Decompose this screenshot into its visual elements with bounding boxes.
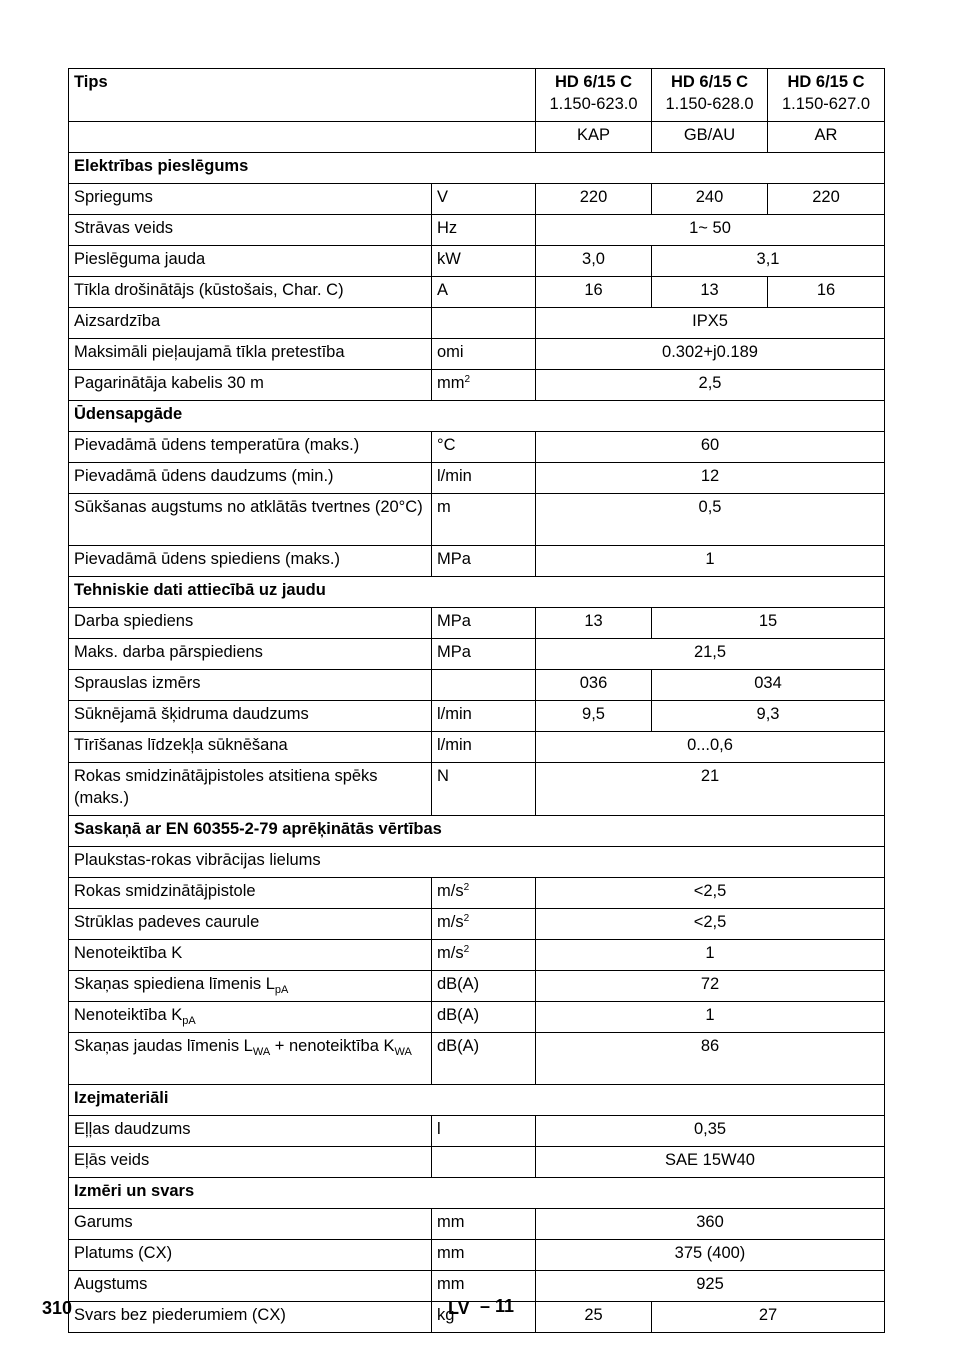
variant-3: AR [768,122,885,153]
header-row [69,69,885,122]
table-row: Darba spiediens MPa 13 15 [69,608,885,639]
technical-data-table [68,68,885,1333]
table-row: Platums (CX) mm 375 (400) [69,1240,885,1271]
table-row: Augstums mm 925 [69,1271,885,1302]
section-performance: Tehniskie dati attiecībā uz jaudu [69,577,885,608]
table-row: Maks. darba pārspiediens MPa 21,5 [69,639,885,670]
table-row: Skaņas spiediena līmenis $L_{pA}$ dB(A) 72 [69,971,885,1002]
table-row: Eļļas daudzums l 0,35 [69,1116,885,1147]
section-dimensions: Izmēri un svars [69,1178,885,1209]
table-row: Tīrīšanas līdzekļa sūknēšana l/min 0...0,6 [69,732,885,763]
table-row: Sprauslas izmērs 036 034 [69,670,885,701]
table-row: Pievadāmā ūdens temperatūra (maks.) °C 60 [69,432,885,463]
table-row: Skaņas jaudas līmenis $L_{WA}$ + nenoteiktība $K_{WA}$ dB(A) 86 [69,1033,885,1085]
table-row: Strāvas veids Hz 1~ 50 [69,215,885,246]
model-3: HD 6/15 C 1.150-627.0 [768,69,885,122]
table-row: Rokas smidzinātājpistoles atsitiena spēks (maks.) N 21 [69,763,885,816]
table-row: Plaukstas-rokas vibrācijas lielums [69,847,885,878]
section-emissions: Saskaņā ar EN 60355-2-79 aprēķinātās vērtības [69,816,885,847]
table-row: Nenoteiktība $K_{pA}$ dB(A) 1 [69,1002,885,1033]
section-water: Ūdensapgāde [69,401,885,432]
table-row: Nenoteiktība K $m/s^2$ 1 [69,940,885,971]
section-electrical: Elektrības pieslēgums [69,153,885,184]
variant-1: KAP [536,122,652,153]
table-row: Sūknējamā šķidruma daudzums l/min 9,5 9,3 [69,701,885,732]
table-row: Rokas smidzinātājpistole $m/s^2$ <2,5 [69,878,885,909]
section-consumables: Izejmateriāli [69,1085,885,1116]
table-row: Svars bez piederumiem (CX) kg 25 27 [69,1302,885,1333]
type-label: Tips [69,69,536,122]
table-row: Garums mm 360 [69,1209,885,1240]
table-row: Tīkla drošinātājs (kūstošais, Char. C) A 16 13 16 [69,277,885,308]
language-code: LV [448,1298,470,1318]
table-row: Eļās veids SAE 15W40 [69,1147,885,1178]
table-row: Spriegums V 220 240 220 [69,184,885,215]
table-row: Strūklas padeves caurule $m/s^2$ <2,5 [69,909,885,940]
variant-row [69,122,885,153]
table-row: Pieslēguma jauda kW 3,0 3,1 [69,246,885,277]
page-number: 310 [42,1298,73,1318]
section-page-number: – 11 [480,1296,515,1316]
model-1: HD 6/15 C 1.150-623.0 [536,69,652,122]
table-row: Maksimāli pieļaujamā tīkla pretestība omi 0.302+j0.189 [69,339,885,370]
table-row: Aizsardzība IPX5 [69,308,885,339]
table-row: Pagarinātāja kabelis 30 m $mm^2$ 2,5 [69,370,885,401]
table-row: Sūkšanas augstums no atklātās tvertnes (20°C) m 0,5 [69,494,885,546]
table-row: Pievadāmā ūdens daudzums (min.) l/min 12 [69,463,885,494]
model-2: HD 6/15 C 1.150-628.0 [652,69,768,122]
variant-2: GB/AU [652,122,768,153]
table-row: Pievadāmā ūdens spiediens (maks.) MPa 1 [69,546,885,577]
